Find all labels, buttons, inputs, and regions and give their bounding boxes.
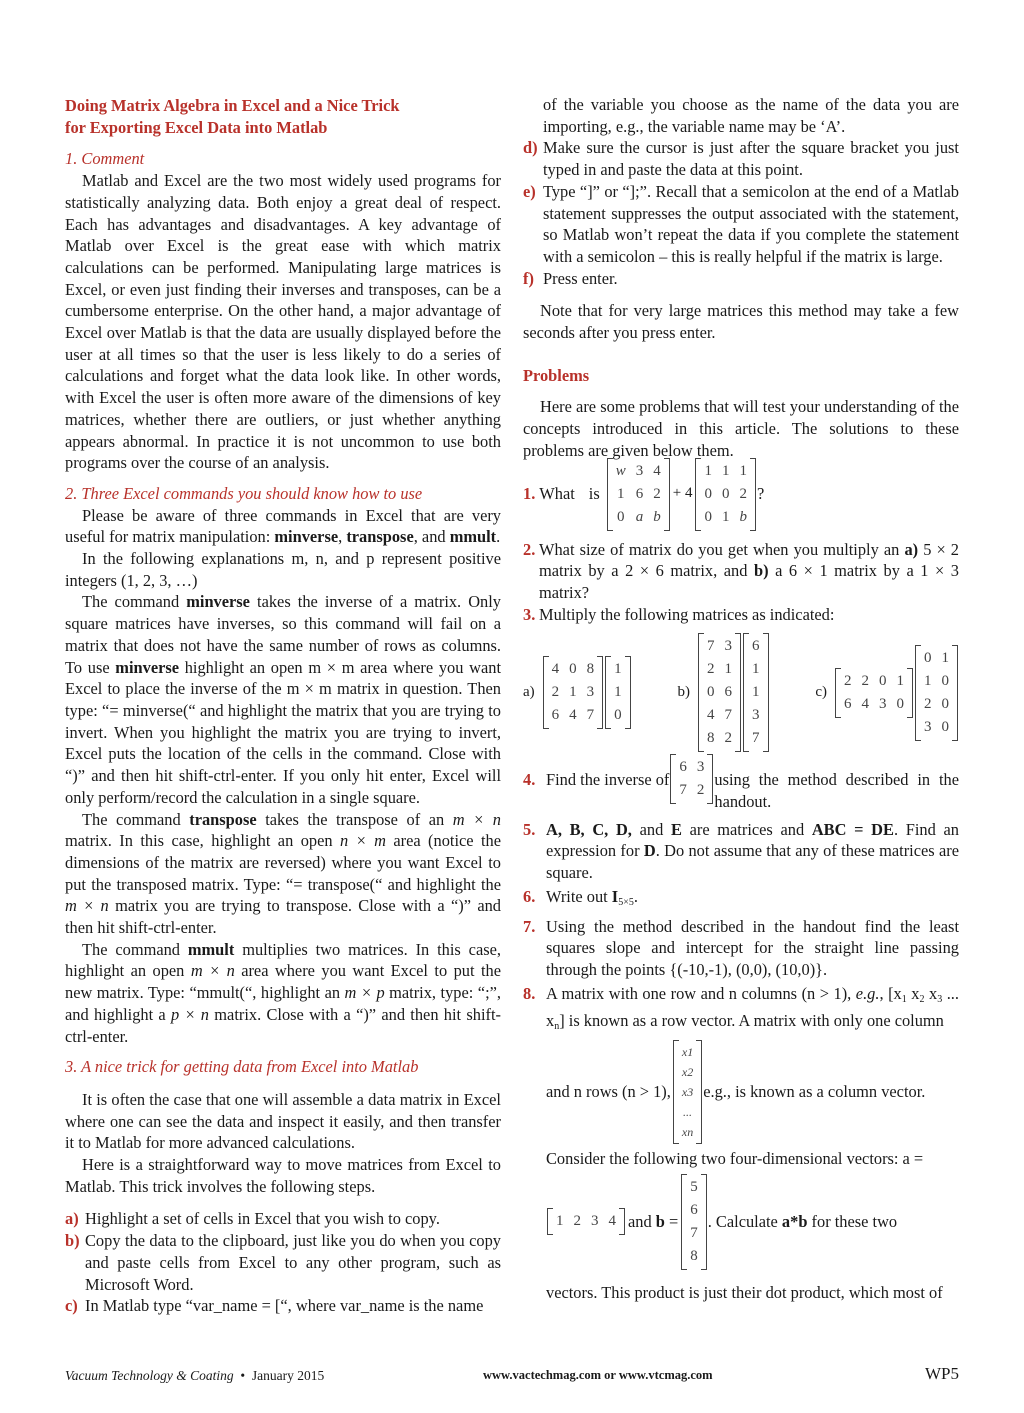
matrix-cell: 0 <box>941 718 949 735</box>
matrix-cell: 1 <box>556 1213 564 1230</box>
matrix-3c-right <box>915 645 958 741</box>
matrix-cell: 0 <box>614 707 622 724</box>
matrix-1a <box>607 458 670 531</box>
matrix-cell: 1 <box>752 684 760 701</box>
matrix-cell: x1 <box>681 1045 694 1060</box>
matrix-cell: 6 <box>844 695 852 712</box>
matrix-cell: 0 <box>569 661 577 678</box>
page-number: WP5 <box>925 1364 959 1383</box>
matrix-cell: 6 <box>679 759 687 776</box>
problem-7: 7. Using the method described in the handout find the least squares slope and intercept for the straight line passing through the points {(-10,-1), (0,0), (10,0)}. <box>523 916 959 979</box>
matrix-cell: 1 <box>614 684 622 701</box>
matrix-cell: 4 <box>569 707 577 724</box>
matrix-cell: 6 <box>551 707 560 724</box>
section-3-heading: 3. A nice trick for getting data from Excel into Matlab <box>65 1057 419 1077</box>
matrix-cell: 6 <box>690 1201 698 1218</box>
matrix-3b-right <box>743 633 769 752</box>
section-1-paragraph: Matlab and Excel are the two most widely used programs for statistically analyzing data. Both enjoy a great deal of respect. Each has advantages and disadvantages. A key advantage of Matlab over Excel is the great ease with which matrix calculations can be performed. Manipulating large matrices is Excel, or even just finding their inverses and transposes, can be a cumbersome enterprise. On the other hand, a major advantage of Excel over Matlab is that the data are usually displayed before the user at all times so that the user is less likely to do a series of calculations and forget what the data look like. In other words, with Excel the user is often more aware of the dimensions of key matrices, whether there are outliers, or just whether anything appears abnormal. In practice it is not uncommon to use both programs over the course of an analysis. <box>65 171 501 473</box>
matrix-cell: 4 <box>861 695 869 712</box>
section-2-paragraph-3: The command minverse takes the inverse of a matrix. Only square matrices have inverses, so this command will fail on a matrix that does not have the same number of rows as columns. To use minverse highlight an open m × m area where you want Excel to place the inverse of the m × m matrix in question. Then type: “= minverse(“ and highlight the matrix that you are trying to invert. When you highlight the matrix you are trying to invert, Excel puts the location of the cells in the command. Close with “)” and then hit shift-ctrl-enter. If you only hit enter, Excel will only perform/record the calculation in a single square. <box>65 592 501 807</box>
matrix-cell: 2 <box>573 1213 581 1230</box>
matrix-cell: 2 <box>844 672 852 689</box>
step-c-continued: of the variable you choose as the name of the data you are importing, e.g., the variable name may be ‘A’. <box>543 95 959 136</box>
problem-5: 5. A, B, C, D, and E are matrices and ABC = DE. Find an expression for D. Do not assume that any of these matrices are square. <box>523 819 959 883</box>
row-vector-a <box>547 1208 625 1235</box>
matrix-cell: 2 <box>653 485 661 502</box>
matrix-3c-left <box>835 668 913 718</box>
matrix-cell: x3 <box>681 1085 694 1100</box>
matrix-cell: 0 <box>924 649 932 666</box>
matrix-3a-left <box>543 656 604 729</box>
problem-3b: b) 7 3 2 1 0 6 4 7 8 2 6 1 1 3 7 <box>678 633 770 752</box>
note-paragraph: Note that for very large matrices this method may take a few seconds after you press enter. <box>523 301 959 343</box>
matrix-cell: 4 <box>653 462 661 479</box>
matrix-cell: 3 <box>879 695 887 712</box>
matrix-cell: 3 <box>586 684 595 701</box>
matrix-cell: b <box>653 508 661 525</box>
step-c: c) In Matlab type “var_name = [“, where var_name is the name <box>65 1296 484 1316</box>
matrix-cell: 1 <box>704 462 712 479</box>
matrix-cell: 3 <box>724 638 732 655</box>
matrix-cell: 4 <box>707 707 715 724</box>
matrix-1b <box>695 458 756 531</box>
problem-8: 8. A matrix with one row and n columns (n > 1), e.g., [$x_1$ $x_2$ $x_3$ ... $x_n$] is known as a row vector. A matrix with only one column <box>523 983 960 1033</box>
matrix-cell: 7 <box>586 707 595 724</box>
matrix-cell: 1 <box>941 649 949 666</box>
matrix-cell: 1 <box>569 684 577 701</box>
step-b: b) Copy the data to the clipboard, just like you do when you copy and paste cells from Excel to any other program, such as Microsoft Word. <box>65 1231 501 1294</box>
matrix-cell: 1 <box>924 672 932 689</box>
matrix-cell: 2 <box>739 485 747 502</box>
matrix-cell: 1 <box>721 508 730 525</box>
matrix-cell: 7 <box>690 1224 698 1241</box>
matrix-cell: 3 <box>752 707 760 724</box>
matrix-cell: 8 <box>690 1247 698 1264</box>
matrix-3a-right <box>605 656 631 729</box>
matrix-cell: 2 <box>551 684 560 701</box>
matrix-cell: a <box>635 508 644 525</box>
matrix-4 <box>670 754 713 804</box>
matrix-cell: 2 <box>861 672 869 689</box>
matrix-cell: 1 <box>614 661 622 678</box>
matrix-cell: 1 <box>896 672 904 689</box>
problems-heading: Problems <box>523 365 590 385</box>
matrix-cell: 0 <box>704 485 712 502</box>
matrix-cell: x2 <box>681 1065 694 1080</box>
matrix-cell: b <box>739 508 747 525</box>
step-f: f) Press enter. <box>523 268 618 288</box>
problem-6: 6. Write out $I_{5\times 5}$. <box>523 886 638 908</box>
matrix-cell: 6 <box>752 638 760 655</box>
matrix-cell: 0 <box>941 672 949 689</box>
matrix-cell: 0 <box>941 695 949 712</box>
matrix-cell: 2 <box>924 695 932 712</box>
matrix-cell: 2 <box>724 730 732 747</box>
matrix-cell: 3 <box>635 462 644 479</box>
matrix-cell: 1 <box>724 661 732 678</box>
matrix-cell: 1 <box>739 462 747 479</box>
problems-intro: Here are some problems that will test your understanding of the concepts introduced in this article. The solutions to these problems are given below them. <box>523 397 959 460</box>
matrix-cell: 6 <box>724 684 732 701</box>
problem-4: 4. Find the inverse of 6 3 7 2 using the method described in the handout. <box>523 754 959 812</box>
matrix-cell: 1 <box>752 661 760 678</box>
matrix-cell: 0 <box>704 508 712 525</box>
matrix-cell: 0 <box>879 672 887 689</box>
page-footer <box>65 1366 959 1388</box>
problem-number: 1. <box>523 484 536 504</box>
problem-3a: a) 4 0 8 2 1 3 6 4 7 1 1 0 <box>523 656 632 729</box>
matrix-cell: 4 <box>608 1213 616 1230</box>
step-a: a) Highlight a set of cells in Excel that you wish to copy. <box>65 1209 440 1229</box>
problem-3-matrices <box>523 633 959 752</box>
matrix-cell: 8 <box>707 730 715 747</box>
footer-website: www.vactechmag.com or www.vtcmag.com <box>483 1368 713 1382</box>
matrix-cell: 0 <box>707 684 715 701</box>
section-2-paragraph-5: The command mmult multiplies two matrices. In this case, highlight an open m × n area where you want Excel to put the new matrix. Type: “mmult(“, highlight an m × p matrix, type: “;”, and highlight a p × n matrix. Close with a “)” and then hit shift-ctrl-enter. <box>65 939 501 1046</box>
problem-8-consider: Consider the following two four-dimensional vectors: a = <box>546 1149 924 1169</box>
section-3-paragraph-2: Here is a straightforward way to move matrices from Excel to Matlab. This trick involves the following steps. <box>65 1155 501 1196</box>
matrix-cell: 0 <box>896 695 904 712</box>
problem-3: 3. Multiply the following matrices as indicated: <box>523 604 835 624</box>
column-vector-b <box>681 1174 707 1270</box>
step-e: e) Type “]” or “];”. Recall that a semicolon at the end of a Matlab statement suppresses the output associated with the statement, so Matlab won’t repeat the data if you complete the statement with a semicolon – this is really helpful if the matrix is large. <box>523 181 959 266</box>
problem-3c: c) 2 2 0 1 6 4 3 0 0 1 1 0 2 0 3 0 <box>815 645 959 741</box>
section-2-heading: 2. Three Excel commands you should know how to use <box>65 483 423 503</box>
matrix-cell: 3 <box>696 759 705 776</box>
matrix-cell: 4 <box>551 661 560 678</box>
section-2-paragraph-1: Please be aware of three commands in Excel that are very useful for matrix manipulation: minverse, transpose, and mmult. <box>65 505 501 547</box>
section-3-paragraph-1: It is often the case that one will assemble a data matrix in Excel where one can see the data and inspect it easily, and then transfer it to Matlab for more advanced calculations. <box>65 1089 501 1153</box>
matrix-cell: xn <box>681 1125 694 1140</box>
matrix-cell: 3 <box>591 1213 599 1230</box>
matrix-cell: ... <box>683 1105 693 1120</box>
problem-8-vectors: 1 2 3 4 and b = 5 6 7 8 . Calculate a*b for these two <box>546 1174 959 1270</box>
step-d: d) Make sure the cursor is just after the square bracket you just typed in and paste the data at this point. <box>523 138 959 180</box>
column-vector-x <box>673 1040 702 1144</box>
matrix-cell: 3 <box>924 718 932 735</box>
matrix-cell: 0 <box>616 508 625 525</box>
matrix-cell: 7 <box>752 730 760 747</box>
section-2-paragraph-4: The command transpose takes the transpose of an m × n matrix. In this case, highlight an open n × m area (notice the dimensions of the matrix are reversed) where you want Excel to put the transposed matrix. Type: “= transpose(“ and highlight the m × n matrix you are trying to transpose. Close with a “)” and then hit shift-ctrl-enter. <box>65 809 502 938</box>
right-column <box>523 92 959 1304</box>
matrix-cell: 7 <box>724 707 732 724</box>
problem-2: 2. What size of matrix do you get when you multiply an a) 5 × 2 matrix by a 2 × 6 matrix, and b) a 6 × 1 matrix by a 1 × 3 matrix? <box>523 539 959 602</box>
problem-8-column-vector: and n rows (n > 1), x1 x2 x3 ... xn e.g., is known as a column vector. <box>546 1040 959 1144</box>
matrix-cell: 7 <box>707 638 715 655</box>
matrix-cell: 7 <box>679 782 687 799</box>
problem-1: 1. What is w 3 4 1 6 2 0 a b + 4 1 1 1 0 0 2 0 1 b ? <box>523 458 959 531</box>
matrix-cell: 8 <box>586 661 595 678</box>
matrix-cell: 0 <box>721 485 730 502</box>
footer-publication: Vacuum Technology & Coating • January 2015 <box>65 1368 325 1383</box>
matrix-cell: 5 <box>690 1178 698 1195</box>
matrix-cell: 1 <box>616 485 625 502</box>
article-title: Doing Matrix Algebra in Excel and a Nice Trick for Exporting Excel Data into Matlab <box>65 96 400 137</box>
matrix-cell: 2 <box>696 782 705 799</box>
problem-8-final: vectors. This product is just their dot product, which most of <box>546 1282 943 1302</box>
matrix-cell: 6 <box>635 485 644 502</box>
matrix-cell: w <box>615 462 626 479</box>
matrix-cell: 2 <box>707 661 715 678</box>
matrix-3b-left <box>698 633 741 752</box>
left-column <box>65 92 501 1317</box>
section-1-heading: 1. Comment <box>65 149 145 169</box>
section-2-paragraph-2: In the following explanations m, n, and p represent positive integers (1, 2, 3, …) <box>65 549 501 590</box>
matrix-cell: 1 <box>721 462 730 479</box>
